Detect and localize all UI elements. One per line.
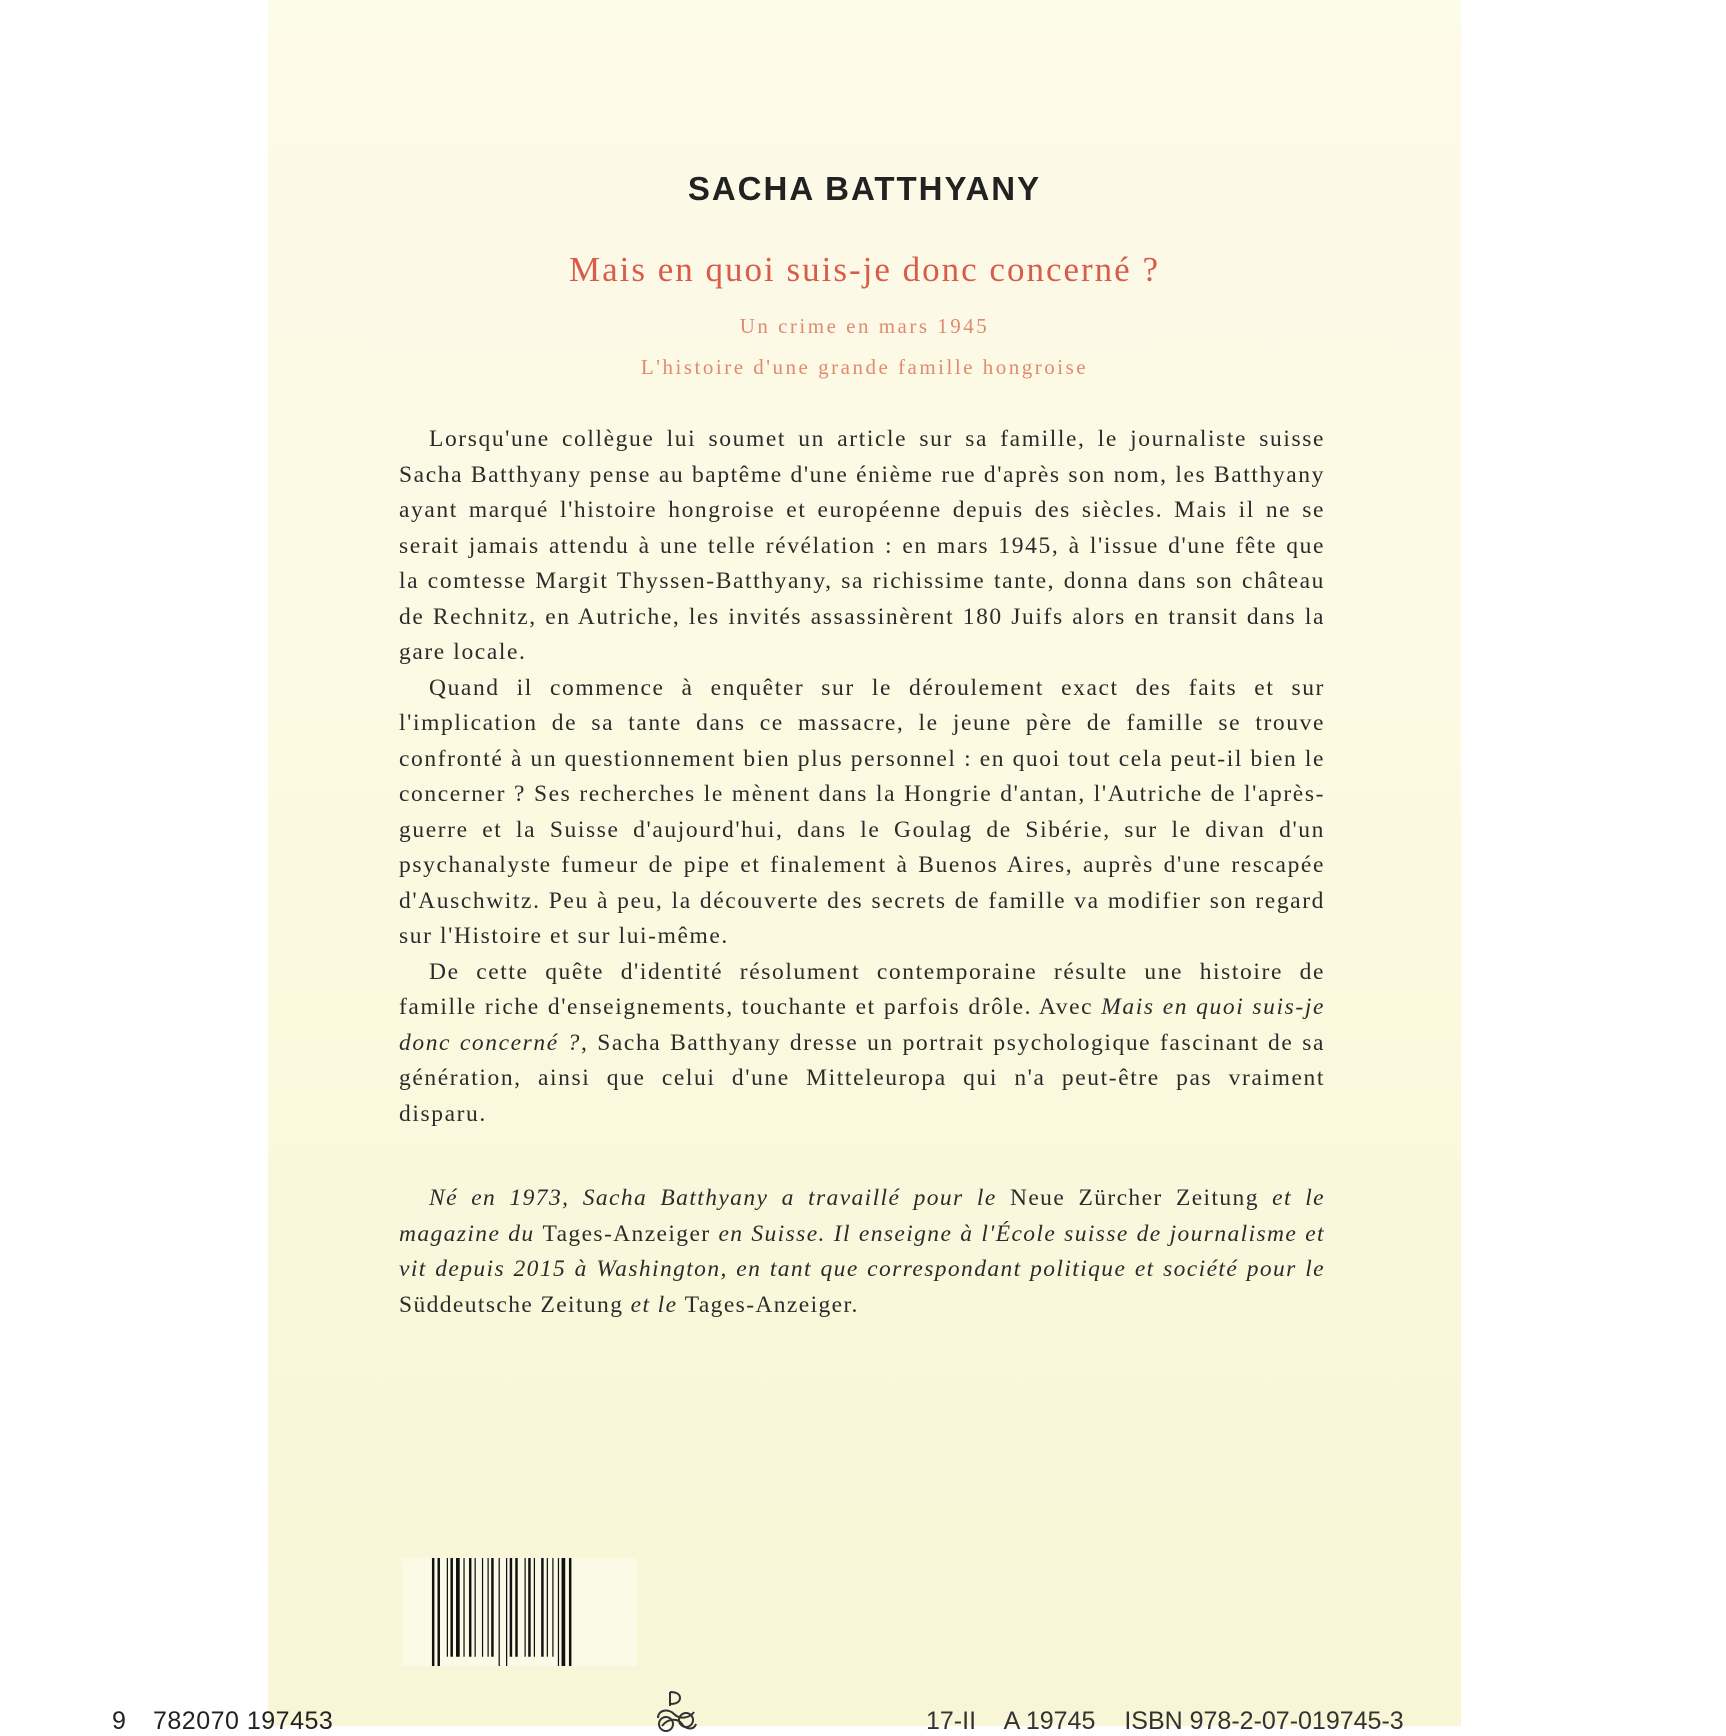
barcode-icon: [402, 1558, 637, 1666]
bio-newspaper-2: Tages-Anzeiger: [542, 1220, 711, 1247]
barcode-bar: [569, 1558, 571, 1666]
bio-text-2: et le magazine du: [399, 1185, 1325, 1247]
bio-text-3: en Suisse. Il enseigne à l'École suisse de journalisme et vit depuis 2015 à Washington, en tant que correspondant politique et société pour le: [399, 1220, 1325, 1282]
barcode-lead-digit: 9: [112, 1707, 126, 1735]
barcode-bar: [469, 1558, 471, 1657]
book-title: Mais en quoi suis-je donc concerné ?: [568, 250, 1160, 289]
author-name: SACHA BATTHYANY: [687, 170, 1042, 207]
bio-text-5: .: [851, 1291, 859, 1318]
subtitle-line-1: Un crime en mars 1945: [739, 314, 990, 338]
blurb-p3-end: , Sacha Batthyany dresse un portrait psychologique fascinant de sa génération, ainsi que celui d'une Mitteleuropa qui n'a peut-être pas vraiment disparu.: [399, 1029, 1325, 1127]
barcode-bar: [562, 1558, 566, 1666]
bio-newspaper-3: Süddeutsche Zeitung: [399, 1291, 624, 1318]
blurb-paragraph-2: Quand il commence à enquêter sur le déroulement exact des faits et sur l'implication de sa tante dans ce massacre, le jeune père de famille se trouve confronté à un questionnement bien plus personnel : en quoi tout cela peut-il bien le concerner ? Ses recherches le mènent dans la Hongrie d'antan, l'Autriche de l'après-guerre et la Suisse d'aujourd'hui, dans le Goulag de Sibérie, sur le divan d'un psychanalyste fumeur de pipe et finalement à Buenos Aires, auprès d'une rescapée d'Auschwitz. Peu à peu, la découverte des secrets de famille va modifier son regard sur l'Histoire et sur lui-même.: [399, 674, 1325, 949]
subtitle-line-2: L'histoire d'une grande famille hongroise: [640, 355, 1089, 379]
barcode-bar: [547, 1558, 548, 1657]
barcode-bar: [552, 1558, 553, 1657]
barcode-bar: [437, 1558, 439, 1666]
barcode-bar: [491, 1558, 493, 1657]
publication-info: [926, 1707, 1426, 1736]
barcode-bar: [499, 1558, 500, 1666]
blurb: [399, 422, 1325, 1132]
barcode-bar: [456, 1558, 460, 1657]
barcode-bar: [515, 1558, 517, 1657]
barcode-bar: [463, 1558, 464, 1657]
barcode-bar: [475, 1558, 476, 1657]
bio-newspaper-4: Tages-Anzeiger: [684, 1291, 852, 1318]
publisher-logo-icon: [654, 1688, 700, 1736]
book-back-cover: [268, 0, 1461, 1726]
author-bio-paragraph: [399, 1181, 1325, 1323]
barcode-bar: [482, 1558, 483, 1657]
author-bio: [399, 1181, 1325, 1323]
barcode-area: [402, 1558, 902, 1688]
isbn: ISBN 978-2-07-019745-3: [1124, 1707, 1404, 1735]
blurb-p3-title: Mais en quoi suis-je donc concerné ?: [399, 994, 1325, 1056]
barcode-bar: [506, 1558, 507, 1666]
barcode-bar: [487, 1558, 488, 1657]
blurb-p3-start: De cette quête d'identité résolument contemporaine résulte une histoire de famille riche d'enseignements, touchante et parfois drôle. Avec: [399, 958, 1325, 1020]
blurb-paragraph-3: [399, 955, 1325, 1133]
barcode-bar: [541, 1558, 543, 1657]
bio-text-1: Né en 1973, Sacha Batthyany a travaillé pour le: [429, 1185, 1010, 1211]
barcode-bar: [447, 1558, 448, 1657]
print-code: 17-II: [926, 1707, 977, 1735]
barcode-bar: [450, 1558, 452, 1657]
blurb-paragraph-1: Lorsqu'une collègue lui soumet un article sur sa famille, le journaliste suisse Sacha Batthyany pense au baptême d'une énième rue d'après son nom, les Batthyany ayant marqué l'histoire hongroise et européenne depuis des siècles. Mais il ne se serait jamais attendu à une telle révélation : en mars 1945, à l'issue d'une fête que la comtesse Margit Thyssen-Batthyany, sa richissime tante, donna dans son château de Rechnitz, en Autriche, les invités assassinèrent 180 Juifs alors en transit dans la gare locale.: [399, 426, 1325, 665]
barcode-bar: [528, 1558, 530, 1657]
barcode-digits: 782070 197453: [153, 1707, 334, 1735]
barcode-bar: [525, 1558, 526, 1657]
barcode-bar: [510, 1558, 512, 1657]
barcode-bar: [534, 1558, 535, 1657]
barcode-bar: [432, 1558, 434, 1666]
barcode-bar: [558, 1558, 559, 1666]
article-number: A 19745: [1003, 1707, 1096, 1735]
bio-newspaper-1: Neue Zürcher Zeitung: [1009, 1185, 1259, 1211]
bio-text-4: et le: [623, 1291, 685, 1318]
